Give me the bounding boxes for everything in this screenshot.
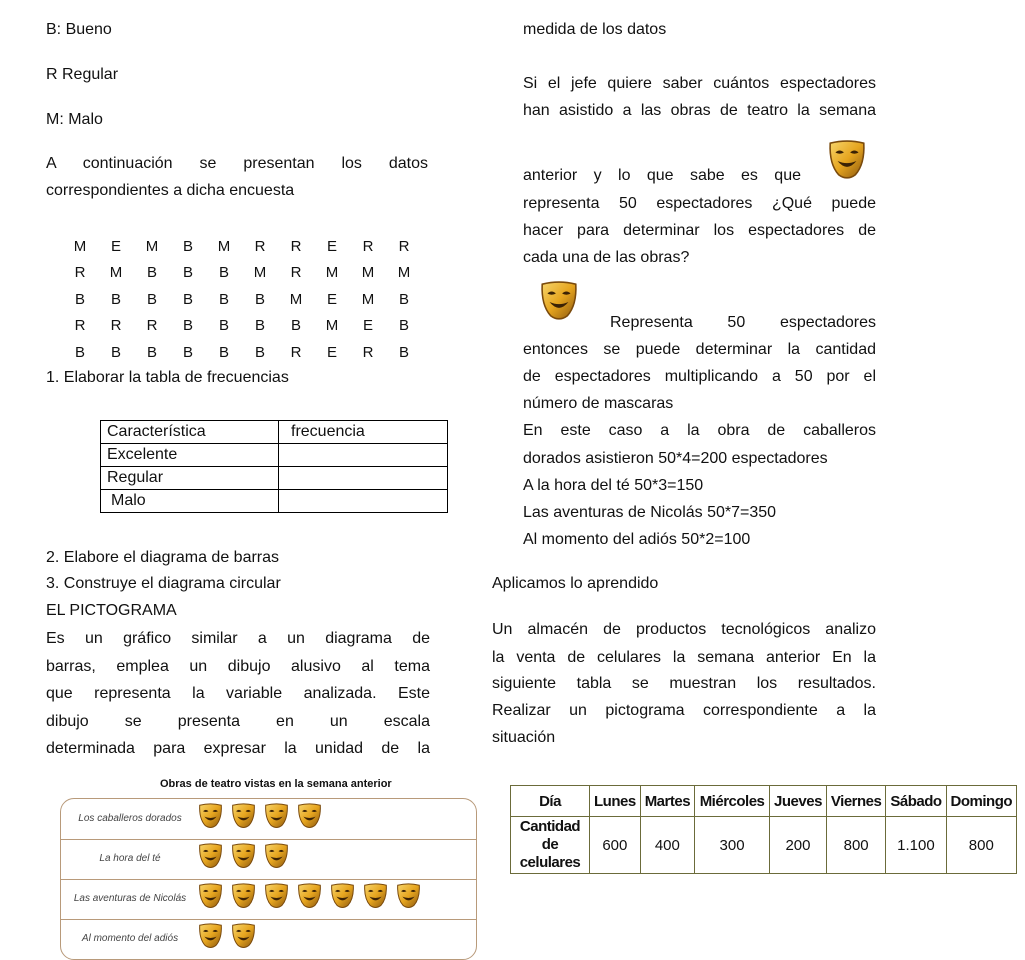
question-line-1: Si el jefe quiere saber cuántos espectadores xyxy=(523,75,876,92)
legend-malo: M: Malo xyxy=(46,111,103,128)
survey-grid-cell: B xyxy=(182,264,193,282)
survey-grid-row xyxy=(62,286,422,313)
survey-grid-cell: E xyxy=(362,317,373,335)
survey-grid-cell: B xyxy=(182,290,193,308)
table-row xyxy=(101,467,448,490)
row-label-cantidad xyxy=(511,817,590,874)
survey-grid-cell: R xyxy=(362,343,374,361)
header-frecuencia: frecuencia xyxy=(279,421,448,444)
survey-grid-cell: R xyxy=(290,343,302,361)
survey-grid-cell: B xyxy=(146,264,157,282)
theatre-mask-icon xyxy=(230,841,257,871)
survey-grid-cell: R xyxy=(290,264,302,282)
right-top-line: medida de los datos xyxy=(523,21,667,38)
pictogram-frame xyxy=(60,798,477,960)
pictogram-row xyxy=(61,799,476,840)
survey-grid-cell: M xyxy=(73,237,87,255)
survey-grid-cell: B xyxy=(398,343,409,361)
pictogram-row xyxy=(61,919,476,959)
survey-grid-cell: B xyxy=(146,343,157,361)
answer-line-9: Al momento del adiós 50*2=100 xyxy=(523,531,751,548)
theatre-mask-icon xyxy=(230,921,257,951)
pictogram-title: Obras de teatro vistas en la semana anterior xyxy=(160,778,392,790)
survey-grid-cell: B xyxy=(182,343,193,361)
survey-grid-cell: R xyxy=(362,237,374,255)
survey-grid-cell: B xyxy=(398,290,409,308)
survey-grid-cell: M xyxy=(145,237,159,255)
survey-grid-cell: M xyxy=(253,264,267,282)
row-label-line-2: de celulares xyxy=(519,836,581,871)
theatre-mask-icon xyxy=(826,138,868,182)
value-miercoles: 300 xyxy=(695,817,770,874)
table-row xyxy=(101,444,448,467)
survey-grid-cell: B xyxy=(218,290,229,308)
row-value-malo[interactable] xyxy=(279,490,448,513)
survey-grid-cell: E xyxy=(326,237,337,255)
day-martes: Martes xyxy=(640,786,694,817)
question-line-4: representa 50 espectadores ¿Qué puede xyxy=(523,195,876,212)
survey-grid-cell: E xyxy=(326,290,337,308)
row-label-regular: Regular xyxy=(101,467,279,490)
survey-grid-row xyxy=(62,233,422,260)
row-value-excelente[interactable] xyxy=(279,444,448,467)
pictogram-row-masks xyxy=(197,921,257,951)
pictogram-row-label: Al momento del adiós xyxy=(81,933,179,944)
survey-grid-cell: E xyxy=(326,343,337,361)
day-lunes: Lunes xyxy=(590,786,641,817)
answer-line-8: Las aventuras de Nicolás 50*7=350 xyxy=(523,504,777,521)
pictograma-line-5: determinada para expresar la unidad de la xyxy=(46,740,430,757)
legend-bueno: B: Bueno xyxy=(46,21,112,38)
theatre-mask-icon xyxy=(230,801,257,831)
survey-grid-cell: R xyxy=(74,264,86,282)
survey-grid-cell: M xyxy=(361,290,375,308)
pictograma-heading: EL PICTOGRAMA xyxy=(46,602,177,619)
theatre-mask-icon xyxy=(263,841,290,871)
pictograma-line-3: que representa la variable analizada. Este xyxy=(46,685,430,702)
answer-line-1: Representa 50 espectadores xyxy=(610,314,876,331)
task-3: 3. Construye el diagrama circular xyxy=(46,575,281,592)
survey-grid-cell: B xyxy=(290,317,301,335)
pictogram-row xyxy=(61,839,476,880)
survey-grid-cell: B xyxy=(254,317,265,335)
day-label: Día xyxy=(511,786,590,817)
theatre-mask-icon xyxy=(197,921,224,951)
survey-grid-cell: B xyxy=(74,290,85,308)
day-sabado: Sábado xyxy=(886,786,946,817)
theatre-mask-icon xyxy=(362,881,389,911)
survey-grid-cell: R xyxy=(110,317,122,335)
problem-line-4: Realizar un pictograma correspondiente a la xyxy=(492,702,876,719)
row-label-malo: Malo xyxy=(101,490,279,513)
pictogram-row xyxy=(61,879,476,920)
survey-grid-cell: B xyxy=(218,317,229,335)
theatre-mask-icon xyxy=(395,881,422,911)
answer-line-6: dorados asistieron 50*4=200 espectadores xyxy=(523,450,828,467)
pictogram-chart xyxy=(60,778,480,944)
task-1: 1. Elaborar la tabla de frecuencias xyxy=(46,369,289,386)
theatre-mask-icon xyxy=(329,881,356,911)
intro-line-2: correspondientes a dicha encuesta xyxy=(46,182,295,199)
theatre-mask-icon xyxy=(296,881,323,911)
survey-grid-cell: M xyxy=(289,290,303,308)
survey-grid-cell: B xyxy=(74,343,85,361)
survey-grid-cell: M xyxy=(325,264,339,282)
survey-grid-cell: B xyxy=(182,317,193,335)
value-sabado: 1.100 xyxy=(886,817,946,874)
sales-value-row xyxy=(511,817,1017,874)
apply-heading: Aplicamos lo aprendido xyxy=(492,575,659,592)
table-row xyxy=(101,490,448,513)
theatre-mask-icon xyxy=(538,278,580,324)
question-line-3: anterior y lo que sabe es que xyxy=(523,167,801,184)
day-domingo: Domingo xyxy=(946,786,1017,817)
survey-grid-cell: B xyxy=(146,290,157,308)
pictogram-row-masks xyxy=(197,881,422,911)
theatre-mask-icon xyxy=(296,801,323,831)
survey-grid-row xyxy=(62,313,422,340)
survey-grid-cell: B xyxy=(110,343,121,361)
pictogram-row-label: La hora del té xyxy=(99,853,161,864)
survey-grid-row xyxy=(62,339,422,366)
survey-grid-cell: E xyxy=(110,237,121,255)
question-line-6: cada una de las obras? xyxy=(523,249,690,266)
survey-grid-cell: M xyxy=(109,264,123,282)
value-martes: 400 xyxy=(640,817,694,874)
survey-grid-cell: M xyxy=(397,264,411,282)
survey-grid-cell: B xyxy=(254,343,265,361)
row-label-excelente: Excelente xyxy=(101,444,279,467)
day-viernes: Viernes xyxy=(826,786,885,817)
value-lunes: 600 xyxy=(590,817,641,874)
theatre-mask-icon xyxy=(197,801,224,831)
task-2: 2. Elabore el diagrama de barras xyxy=(46,549,280,566)
survey-grid xyxy=(62,233,422,366)
answer-line-7: A la hora del té 50*3=150 xyxy=(523,477,704,494)
survey-grid-cell: R xyxy=(254,237,266,255)
theatre-mask-icon xyxy=(263,881,290,911)
pictogram-row-label: Los caballeros dorados xyxy=(78,813,182,824)
problem-line-1: Un almacén de productos tecnológicos analizo xyxy=(492,621,876,638)
survey-grid-cell: B xyxy=(254,290,265,308)
survey-grid-cell: R xyxy=(398,237,410,255)
sales-table xyxy=(510,785,1017,874)
problem-line-3: siguiente tabla se muestran los resultados. xyxy=(492,675,876,692)
survey-grid-cell: M xyxy=(361,264,375,282)
survey-grid-cell: B xyxy=(218,343,229,361)
sales-header-row xyxy=(511,786,1017,817)
problem-line-2: la venta de celulares la semana anterior En la xyxy=(492,649,876,666)
theatre-mask-icon xyxy=(230,881,257,911)
theatre-mask-icon xyxy=(197,841,224,871)
survey-grid-cell: R xyxy=(290,237,302,255)
answer-line-3: de espectadores multiplicando a 50 por el xyxy=(523,368,876,385)
pictogram-row-masks xyxy=(197,801,323,831)
survey-grid-cell: M xyxy=(217,237,231,255)
pictograma-line-4: dibujo se presenta en un escala xyxy=(46,713,430,730)
survey-grid-cell: B xyxy=(182,237,193,255)
question-line-5: hacer para determinar los espectadores de xyxy=(523,222,876,239)
pictograma-line-2: barras, emplea un dibujo alusivo al tema xyxy=(46,658,430,675)
frequency-table xyxy=(100,420,448,513)
theatre-mask-icon xyxy=(263,801,290,831)
table-header-row xyxy=(101,421,448,444)
pictogram-row-label: Las aventuras de Nicolás xyxy=(73,893,187,904)
answer-line-4: número de mascaras xyxy=(523,395,674,412)
theatre-mask-icon xyxy=(197,881,224,911)
day-miercoles: Miércoles xyxy=(695,786,770,817)
value-viernes: 800 xyxy=(826,817,885,874)
answer-line-2: entonces se puede determinar la cantidad xyxy=(523,341,876,358)
pictogram-row-masks xyxy=(197,841,290,871)
row-label-line-1: Cantidad xyxy=(519,818,581,835)
legend-regular: R Regular xyxy=(46,66,119,83)
intro-line-1: A continuación se presentan los datos xyxy=(46,155,428,172)
survey-grid-cell: R xyxy=(74,317,86,335)
value-jueves: 200 xyxy=(770,817,827,874)
pictograma-line-1: Es un gráfico similar a un diagrama de xyxy=(46,630,430,647)
survey-grid-cell: B xyxy=(110,290,121,308)
survey-grid-cell: R xyxy=(146,317,158,335)
row-value-regular[interactable] xyxy=(279,467,448,490)
survey-grid-cell: B xyxy=(398,317,409,335)
value-domingo: 800 xyxy=(946,817,1017,874)
question-line-2: han asistido a las obras de teatro la semana xyxy=(523,102,876,119)
problem-line-5: situación xyxy=(492,729,556,746)
header-caracteristica: Característica xyxy=(101,421,279,444)
day-jueves: Jueves xyxy=(770,786,827,817)
survey-grid-row xyxy=(62,260,422,287)
survey-grid-cell: M xyxy=(325,317,339,335)
survey-grid-cell: B xyxy=(218,264,229,282)
answer-line-5: En este caso a la obra de caballeros xyxy=(523,422,876,439)
